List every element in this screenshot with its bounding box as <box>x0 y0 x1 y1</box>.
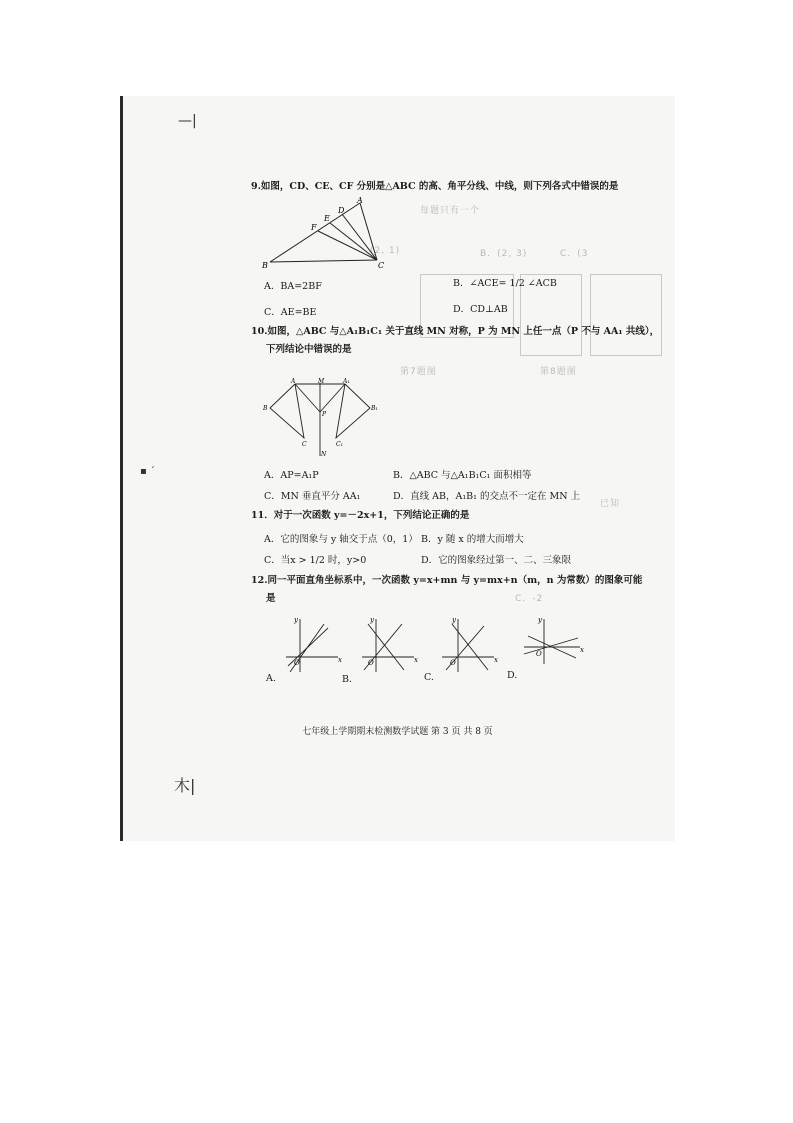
question-12-stem-cont: 是 <box>266 593 276 604</box>
question-9-stem: 9.如图，CD、CE、CF 分别是△ABC 的高、角平分线、中线，则下列各式中错误的是 <box>251 181 619 192</box>
q11-option-d: D．它的图象经过第一、二、三象限 <box>421 555 572 566</box>
question-12-stem: 12.同一平面直角坐标系中，一次函数 y=x+mn 与 y=mx+n（m，n 为常数）的图象可能 <box>251 575 643 586</box>
q11-option-a: A．它的图象与 y 轴交于点（0，1） <box>264 534 418 545</box>
origin-label: O <box>294 659 300 667</box>
axis-x-label: x <box>494 656 498 664</box>
origin-label: O <box>536 650 542 658</box>
q12-graph-d <box>520 614 586 668</box>
label-C1: C₁ <box>336 441 343 448</box>
label-D: D <box>338 206 345 215</box>
q11-option-c: C．当x > 1/2 时，y>0 <box>264 555 367 566</box>
corner-mark-bottom: 木| <box>174 776 196 795</box>
ghost-text: C．(3 <box>560 249 589 259</box>
axis-y-label: y <box>452 616 456 624</box>
q12-graph-a-label: A. <box>266 673 276 684</box>
q12-graph-a <box>282 614 344 676</box>
q10-symmetry-figure <box>260 378 390 458</box>
label-N: N <box>321 451 327 458</box>
q10-option-a: A．AP=A₁P <box>264 470 319 481</box>
axis-y-label: y <box>370 616 374 624</box>
question-11-stem: 11．对于一次函数 y=－2x+1，下列结论正确的是 <box>251 510 470 521</box>
q9-option-a: A．BA=2BF <box>264 281 322 292</box>
label-P: P <box>322 411 327 418</box>
label-A1: A₁ <box>343 378 350 385</box>
ghost-text: B．(2, 3) <box>480 249 528 259</box>
ghost-text: 每题只有一个 <box>420 206 481 216</box>
q11-option-b: B．y 随 x 的增大而增大 <box>421 534 524 545</box>
axis-x-label: x <box>580 646 584 654</box>
q12-graph-d-label: D. <box>507 670 518 681</box>
label-C: C <box>378 261 385 270</box>
q12-graph-c <box>438 614 500 676</box>
q9-option-d: D．CD⊥AB <box>453 304 508 315</box>
label-E: E <box>324 214 330 223</box>
label-B: B <box>263 405 268 412</box>
axis-y-label: y <box>538 616 542 624</box>
page-footer: 七年级上学期期末检测数学试题 第 3 页 共 8 页 <box>302 727 493 737</box>
stray-mark: ▪ ˊ <box>140 466 155 477</box>
question-10-stem-cont: 下列结论中错误的是 <box>266 344 352 355</box>
axis-x-label: x <box>338 656 342 664</box>
q10-option-d: D．直线 AB，A₁B₁ 的交点不一定在 MN 上 <box>393 491 581 502</box>
q9-option-c: C．AE=BE <box>264 307 317 318</box>
page-content <box>120 96 675 841</box>
ghost-text: 已知 <box>600 499 621 509</box>
q9-triangle-figure <box>260 196 400 272</box>
ghost-text: 第8题图 <box>540 367 577 377</box>
q12-graph-b <box>358 614 420 676</box>
label-A: A <box>357 196 363 205</box>
axis-x-label: x <box>414 656 418 664</box>
axis-y-label: y <box>294 616 298 624</box>
q10-option-b: B．△ABC 与△A₁B₁C₁ 面积相等 <box>393 470 532 481</box>
label-C: C <box>302 441 307 448</box>
origin-label: O <box>368 659 374 667</box>
corner-mark-top: —| <box>178 113 197 129</box>
q12-graph-c-label: C. <box>424 672 434 683</box>
ghost-text: C．-2 <box>515 594 544 604</box>
label-M: M <box>318 378 325 385</box>
label-B1: B₁ <box>371 405 378 412</box>
label-A: A <box>291 378 296 385</box>
ghost-text: (2, 1) <box>370 246 401 256</box>
q10-option-c: C．MN 垂直平分 AA₁ <box>264 491 361 502</box>
label-F: F <box>311 223 317 232</box>
ghost-figure <box>590 274 662 356</box>
question-10-stem: 10.如图，△ABC 与△A₁B₁C₁ 关于直线 MN 对称，P 为 MN 上任一点（P 不与 AA₁ 共线）， <box>251 326 660 337</box>
q12-graph-b-label: B. <box>342 674 353 685</box>
q9-option-b: B．∠ACE= 1/2 ∠ACB <box>453 278 557 289</box>
origin-label: O <box>450 659 456 667</box>
label-B: B <box>262 261 268 270</box>
ghost-text: 第7题图 <box>400 367 437 377</box>
